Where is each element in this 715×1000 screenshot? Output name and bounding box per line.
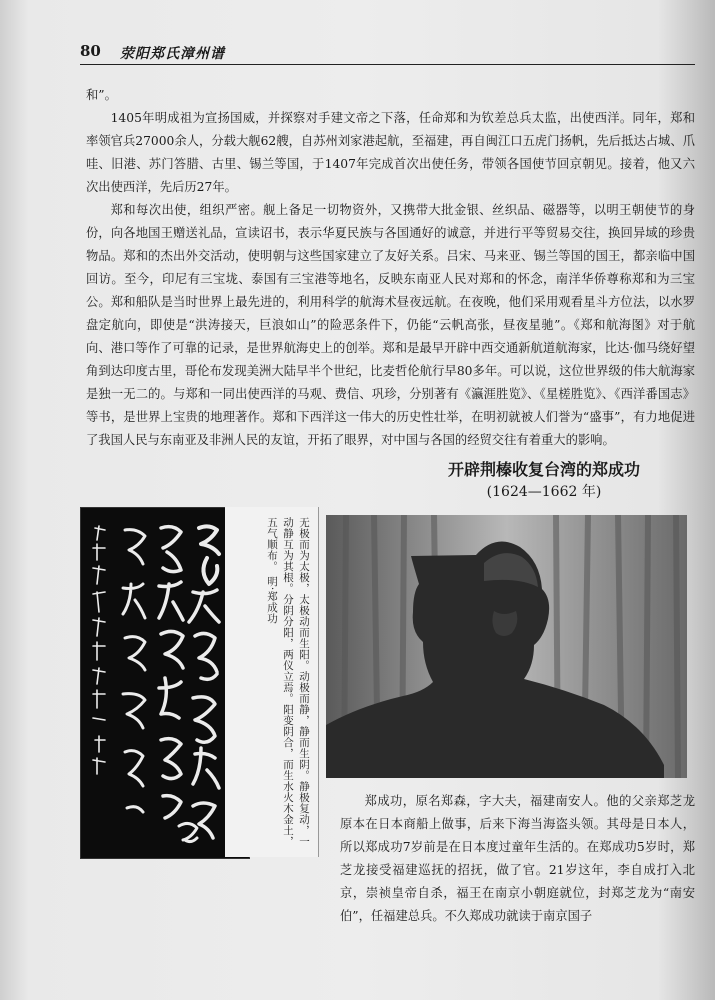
paragraph: 郑和每次出使，组织严密。舰上备足一切物资外，又携带大批金银、丝织品、磁器等，以明王朝使节的身份，向各地国王赠送礼品，宣读诏书，表示华夏民族与各国通好的诚意，并进行平等贸易交往，换回异域的珍贵物品。郑和的杰出外交活动，使明朝与这些国家建立了友好关系。吕宋、马来亚、锡兰等国的国王，都亲临中国回访。至今，印尼有三宝垅、泰国有三宝港等地名，反映东南亚人民对郑和的怀念，南洋华侨尊称郑和为三宝公。郑和船队是当时世界上最先进的，利用科学的航海术昼夜远航。在夜晚，他们采用观看星斗方位法，以水罗盘定航向，即使是“洪涛接天，巨浪如山”的险恶条件下，仍能“云帆高张，昼夜星驰”。《郑和航海图》对于航向、港口等作了可靠的记录，是世界航海史上的创举。郑和是最早开辟中西交通新航道航海家，比达·伽马绕好望角到达印度古里，哥伦布发现美洲大陆早半个世纪，比麦哲伦航行早80多年。可以说，这位世界级的伟大航海家是独一无二的。与郑和一同出使西洋的马观、费信、巩珍，分别著有《瀛涯胜览》、《星槎胜览》、《西洋番国志》等书，是世界上宝贵的地理著作。郑和下西洋这一伟大的历史性壮举，在明初就被人们誉为“盛事”，有力地促进了我国人民与东南亚及非洲人民的友谊，开拓了眼界，对中国与各国的经贸交往有着重大的影响。	[86, 203, 695, 447]
section-title: 开辟荆榛收复台湾的郑成功	[447, 460, 640, 479]
paragraph: 郑成功，原名郑森，字大夫，福建南安人。他的父亲郑芝龙原本在日本商船上做事，后来下海当海盗头领。其母是日本人，所以郑成功7岁前是在日本度过童年生活的。在郑成功5岁时，郑芝龙接受福建巡抚的招抚，做了官。21岁这年，李自成打入北京，崇祯皇帝自杀，福王在南京小朝庭就位，封郑芝龙为“南安伯”，任福建总兵。不久郑成功就读于南京国子	[340, 794, 695, 923]
zheng-chenggong-statue-icon	[326, 515, 687, 778]
poem-attribution: 明·郑成功	[266, 575, 278, 624]
statue-photo	[326, 515, 687, 778]
poem-text	[264, 517, 312, 847]
page-number: 80	[80, 42, 101, 60]
paragraph: 1405年明成祖为宣扬国威，并探察对手建文帝之下落，任命郑和为钦差总兵太监，出使西洋。同年，郑和率领官兵27000余人，分载大舰62艘，自苏州刘家港起航，至福建，再自闽江口五虎门扬帆，先后抵达占城、爪哇、旧港、苏门答腊、古里、锡兰等国，于1407年完成首次出使任务，带领各国使节回京朝见。接着，他又六次出使西洋，先后历27年。	[86, 111, 695, 194]
page-header	[80, 42, 695, 65]
poem-caption-box	[225, 507, 319, 857]
zheng-chenggong-bio	[340, 790, 695, 928]
article-body	[86, 84, 695, 452]
poem-body: 无极而为太极，太极动而生阳。动极而静，静而生阴。静极复动，一动静互为其根。分阴分阳，两仪立焉。阳变阴合，而生水火木金土，五气顺布。	[266, 517, 310, 847]
calligraphy-strokes-icon	[81, 508, 249, 858]
paragraph: 和”。	[86, 88, 117, 102]
section-years: (1624—1662 年)	[486, 484, 602, 500]
book-title: 荥阳郑氏漳州谱	[120, 46, 225, 62]
